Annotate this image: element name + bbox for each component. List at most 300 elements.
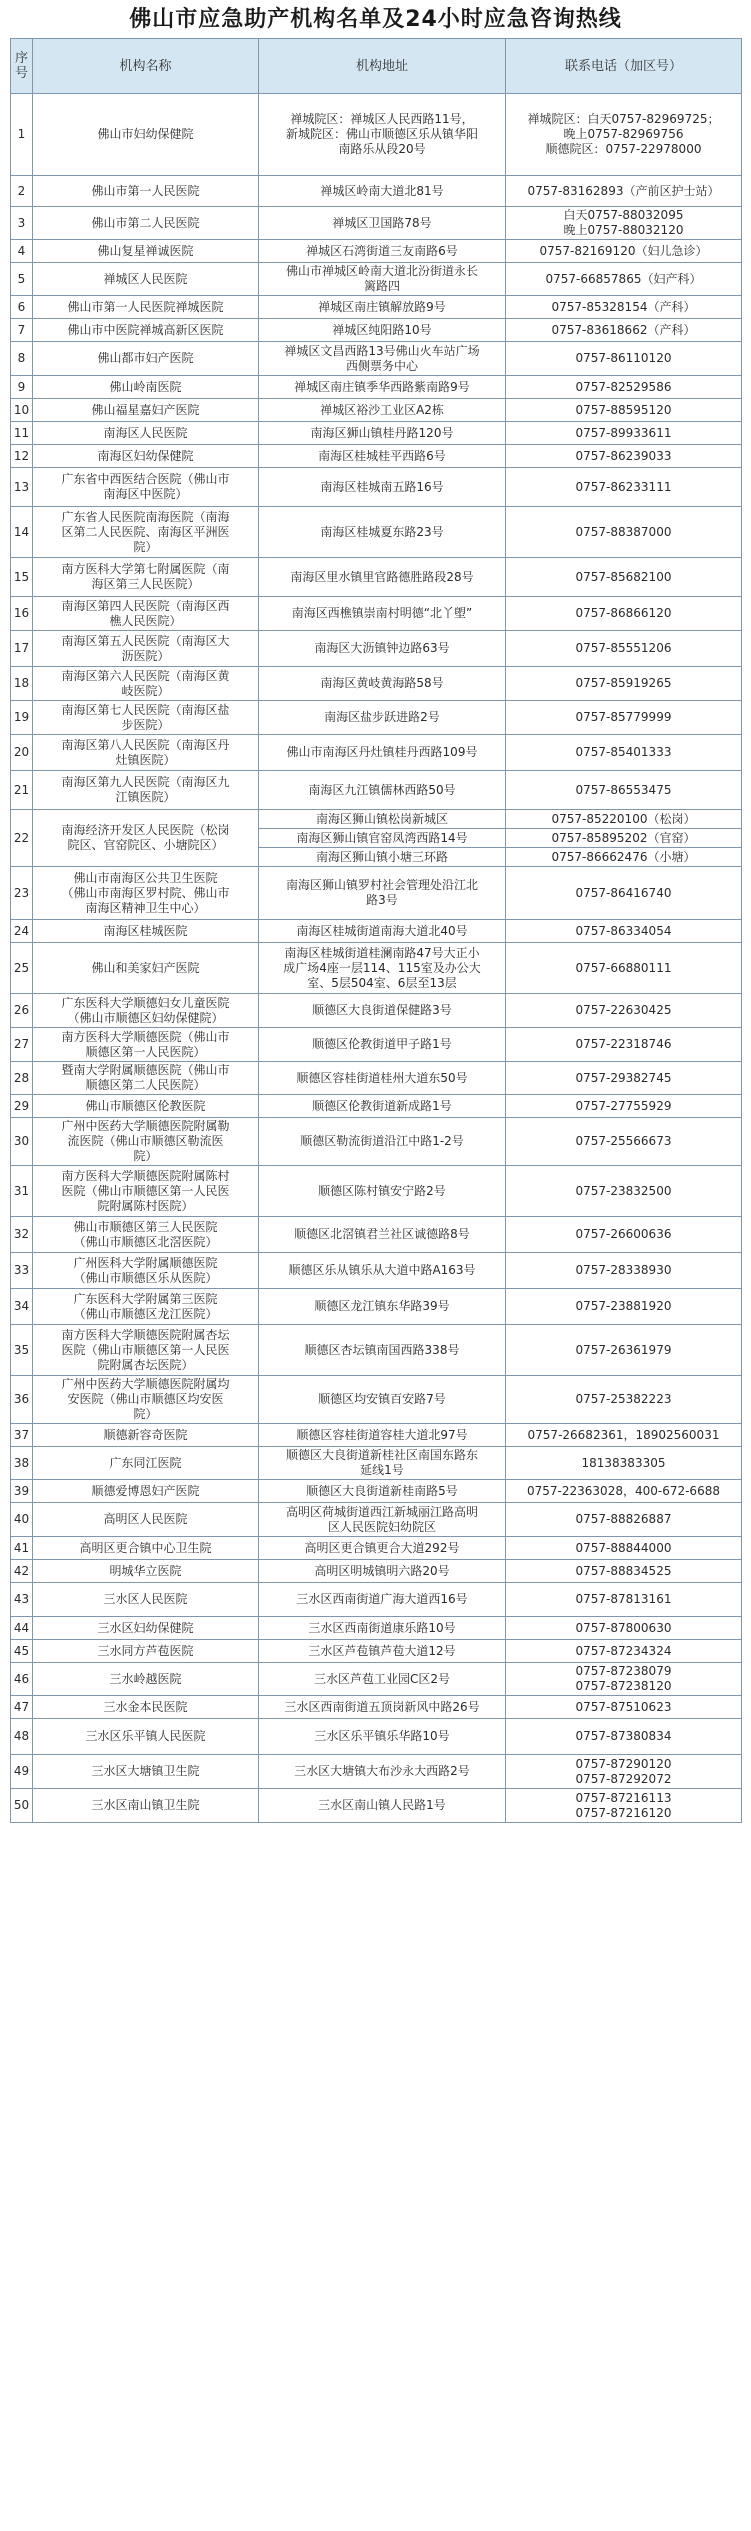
institution-name bbox=[33, 263, 259, 296]
table-row bbox=[11, 422, 742, 445]
table-row bbox=[11, 1755, 742, 1789]
name-line: 广州医科大学附属顺德医院 bbox=[73, 1255, 218, 1270]
address-line: 佛山市南海区丹灶镇桂丹西路109号 bbox=[286, 745, 478, 759]
table-row bbox=[11, 445, 742, 468]
name-line: 南海经济开发区人民医院（松岗 bbox=[61, 823, 230, 837]
phone-line: 晚上0757-82969756 bbox=[563, 127, 684, 141]
row-number: 6 bbox=[11, 296, 33, 319]
table-row bbox=[11, 667, 742, 701]
name-line: 南海区第四人民医院（南海区西 bbox=[61, 598, 230, 613]
name-line: （佛山市顺德区北滘医院） bbox=[73, 1234, 218, 1249]
institution-name bbox=[33, 1503, 259, 1537]
institution-address bbox=[259, 735, 506, 771]
table-row bbox=[11, 207, 742, 240]
name-line: （佛山市南海区罗村院、佛山市 bbox=[61, 885, 230, 900]
name-line: 三水区妇幼保健院 bbox=[97, 1620, 194, 1635]
name-line: 区第二人民医院、南海区平洲医 bbox=[61, 524, 230, 539]
table-row bbox=[11, 1640, 742, 1663]
institution-phone: 0757-85220100（松岗） bbox=[506, 810, 742, 829]
row-number: 36 bbox=[11, 1376, 33, 1424]
institution-phone bbox=[506, 1696, 742, 1719]
institution-phone bbox=[506, 867, 742, 920]
table-row bbox=[11, 1583, 742, 1617]
row-number: 33 bbox=[11, 1253, 33, 1289]
institution-address bbox=[259, 943, 506, 994]
table-row bbox=[11, 1696, 742, 1719]
institution-name bbox=[33, 1376, 259, 1424]
institution-phone bbox=[506, 1095, 742, 1118]
address-line: 佛山市禅城区岭南大道北汾街道永长 bbox=[285, 264, 478, 278]
phone-line: 白天0757-88032095 bbox=[563, 208, 684, 222]
institution-name bbox=[33, 1325, 259, 1376]
institution-address bbox=[259, 296, 506, 319]
institution-name bbox=[33, 1537, 259, 1560]
phone-line: 晚上0757-88032120 bbox=[563, 223, 684, 237]
address-line: 南海区桂城南五路16号 bbox=[320, 479, 444, 494]
institution-name bbox=[33, 319, 259, 342]
name-line: 广东省中西医结合医院（佛山市 bbox=[61, 472, 230, 486]
phone-line: 0757-87510623 bbox=[575, 1699, 672, 1714]
name-line: 佛山市第一人民医院禅城医院 bbox=[67, 299, 224, 314]
name-line: 广东医科大学附属第三医院 bbox=[73, 1291, 218, 1306]
row-number: 25 bbox=[11, 943, 33, 994]
phone-line: 0757-85779999 bbox=[575, 710, 672, 724]
institution-address bbox=[259, 1755, 506, 1789]
name-line: 院） bbox=[133, 1149, 158, 1163]
table-row bbox=[11, 1028, 742, 1062]
phone-line: 0757-87216113 bbox=[575, 1790, 672, 1805]
row-number: 8 bbox=[11, 342, 33, 376]
address-line: 禅城区文昌西路13号佛山火车站广场 bbox=[284, 343, 480, 358]
phone-line: 0757-25382223 bbox=[575, 1392, 672, 1406]
name-line: 南方医科大学顺德医院附属杏坛 bbox=[61, 1327, 230, 1342]
institution-name bbox=[33, 296, 259, 319]
table-row bbox=[11, 399, 742, 422]
institution-phone bbox=[506, 1755, 742, 1789]
address-line: 顺德区大良街道保健路3号 bbox=[312, 1003, 452, 1017]
institution-phone bbox=[506, 597, 742, 631]
row-number: 31 bbox=[11, 1166, 33, 1217]
address-line: 区人民医院妇幼院区 bbox=[327, 1519, 436, 1534]
address-line: 顺德区容桂街道容桂大道北97号 bbox=[296, 1427, 468, 1442]
institution-name bbox=[33, 667, 259, 701]
row-number: 46 bbox=[11, 1663, 33, 1696]
institution-address bbox=[259, 1447, 506, 1480]
institution-name bbox=[33, 735, 259, 771]
phone-line: 0757-89933611 bbox=[575, 425, 672, 440]
address-line: 禅城区南庄镇解放路9号 bbox=[318, 299, 446, 314]
name-line: 三水区南山镇卫生院 bbox=[91, 1798, 200, 1812]
institution-phone bbox=[506, 445, 742, 468]
address-line: 南海区桂城街道桂澜南路47号大正小 bbox=[284, 945, 480, 960]
phone-line: 0757-23832500 bbox=[575, 1183, 672, 1198]
address-line: 三水区西南街道康乐路10号 bbox=[308, 1620, 456, 1635]
name-line: 佛山市顺德区伦教医院 bbox=[85, 1098, 206, 1113]
phone-line: 0757-87238120 bbox=[575, 1679, 672, 1693]
table-row bbox=[11, 701, 742, 735]
institution-address bbox=[259, 94, 506, 176]
phone-line: 0757-85401333 bbox=[575, 745, 672, 759]
address-line: 顺德区伦教街道甲子路1号 bbox=[312, 1037, 452, 1051]
name-line: 院附属陈村医院） bbox=[97, 1198, 194, 1213]
row-number: 28 bbox=[11, 1062, 33, 1095]
phone-line: 0757-86334054 bbox=[575, 923, 672, 938]
table-header-row bbox=[11, 39, 742, 94]
phone-line: 0757-85328154（产科） bbox=[551, 299, 696, 314]
institution-name bbox=[33, 1640, 259, 1663]
institution-address bbox=[259, 1028, 506, 1062]
institution-address: 南海区狮山镇松岗新城区 bbox=[259, 810, 506, 829]
name-line: 南海区第七人民医院（南海区盐 bbox=[61, 702, 230, 717]
institution-address bbox=[259, 1376, 506, 1424]
phone-line: 0757-86866120 bbox=[575, 606, 672, 620]
institution-address bbox=[259, 422, 506, 445]
address-line: 三水区乐平镇乐华路10号 bbox=[314, 1729, 450, 1743]
phone-line: 0757-86553475 bbox=[575, 782, 672, 797]
phone-line: 0757-88826887 bbox=[575, 1512, 672, 1526]
row-number: 11 bbox=[11, 422, 33, 445]
name-line: 佛山市妇幼保健院 bbox=[97, 127, 194, 141]
row-number: 27 bbox=[11, 1028, 33, 1062]
phone-line: 0757-85682100 bbox=[575, 569, 672, 584]
institution-name bbox=[33, 1583, 259, 1617]
institution-address bbox=[259, 445, 506, 468]
institution-name bbox=[33, 1719, 259, 1755]
address-line: 顺德区伦教街道新成路1号 bbox=[312, 1098, 452, 1113]
address-line: 禅城院区：禅城区人民西路11号， bbox=[290, 112, 474, 126]
address-line: 南海区桂城桂平西路6号 bbox=[318, 448, 446, 463]
row-number: 21 bbox=[11, 771, 33, 810]
institution-address bbox=[259, 507, 506, 558]
name-line: 高明区更合镇中心卫生院 bbox=[79, 1540, 212, 1555]
institution-address bbox=[259, 1696, 506, 1719]
address-line: 顺德区勒流街道沿江中路1-2号 bbox=[300, 1134, 464, 1148]
institution-address bbox=[259, 342, 506, 376]
institution-name bbox=[33, 920, 259, 943]
institution-name bbox=[33, 1663, 259, 1696]
table-row bbox=[11, 1537, 742, 1560]
row-number: 47 bbox=[11, 1696, 33, 1719]
institution-name bbox=[33, 1447, 259, 1480]
phone-line: 0757-66880111 bbox=[575, 960, 672, 975]
phone-line: 0757-88834525 bbox=[575, 1563, 672, 1578]
name-line: 樵人民医院） bbox=[109, 613, 182, 628]
table-row bbox=[11, 943, 742, 994]
institution-phone bbox=[506, 667, 742, 701]
institution-name bbox=[33, 631, 259, 667]
table-row bbox=[11, 1424, 742, 1447]
table-row bbox=[11, 631, 742, 667]
address-line: 禅城区岭南大道北81号 bbox=[320, 183, 444, 198]
address-line: 延线1号 bbox=[360, 1463, 404, 1477]
institution-address bbox=[259, 263, 506, 296]
phone-line: 0757-82169120（妇儿急诊） bbox=[539, 243, 708, 258]
phone-line: 18138383305 bbox=[581, 1455, 666, 1470]
institution-phone bbox=[506, 1118, 742, 1166]
institution-address bbox=[259, 1253, 506, 1289]
address-line: 新城院区：佛山市顺德区乐从镇华阳 bbox=[285, 127, 478, 141]
phone-line: 0757-66857865（妇产科） bbox=[545, 271, 702, 286]
institution-address bbox=[259, 1118, 506, 1166]
address-line: 高明区荷城街道西江新城丽江路高明 bbox=[285, 1504, 478, 1519]
address-line: 三水区芦苞镇芦苞大道12号 bbox=[308, 1643, 456, 1658]
institution-name bbox=[33, 1253, 259, 1289]
institution-name bbox=[33, 94, 259, 176]
table-row bbox=[11, 1217, 742, 1253]
table-row bbox=[11, 507, 742, 558]
table-row bbox=[11, 597, 742, 631]
row-number: 15 bbox=[11, 558, 33, 597]
name-line: 高明区人民医院 bbox=[103, 1512, 188, 1526]
name-line: 广东医科大学顺德妇女儿童医院 bbox=[61, 995, 230, 1010]
institution-phone bbox=[506, 1166, 742, 1217]
address-line: 南海区里水镇里官路德胜路段28号 bbox=[290, 569, 474, 584]
name-line: 三水区人民医院 bbox=[103, 1592, 188, 1606]
address-line: 篱路四 bbox=[363, 279, 400, 293]
name-line: 佛山市中医院禅城高新区医院 bbox=[67, 322, 224, 337]
institution-phone bbox=[506, 943, 742, 994]
table-row bbox=[11, 263, 742, 296]
table-row bbox=[11, 240, 742, 263]
name-line: 佛山福星嘉妇产医院 bbox=[91, 402, 200, 417]
name-line: 医院（佛山市顺德区第一人民医 bbox=[61, 1183, 230, 1198]
table-row bbox=[11, 1166, 742, 1217]
name-line: 南海区第八人民医院（南海区丹 bbox=[61, 737, 230, 752]
institution-phone bbox=[506, 1325, 742, 1376]
name-line: 佛山都市妇产医院 bbox=[97, 351, 194, 365]
institution-phone bbox=[506, 1719, 742, 1755]
table-row bbox=[11, 1617, 742, 1640]
row-number: 38 bbox=[11, 1447, 33, 1480]
phone-line: 顺德院区：0757-22978000 bbox=[545, 142, 702, 156]
institution-phone: 0757-86662476（小塘） bbox=[506, 848, 742, 867]
name-line: 禅城区人民医院 bbox=[103, 271, 188, 286]
phone-line: 0757-88844000 bbox=[575, 1540, 672, 1555]
phone-line: 0757-28338930 bbox=[575, 1263, 672, 1277]
institution-phone bbox=[506, 631, 742, 667]
name-line: 南海区人民医院 bbox=[103, 425, 188, 440]
address-line: 顺德区容桂街道桂州大道东50号 bbox=[296, 1070, 468, 1085]
institution-address bbox=[259, 1325, 506, 1376]
name-line: 流医院（佛山市顺德区勒流医 bbox=[67, 1134, 224, 1148]
institution-address bbox=[259, 1217, 506, 1253]
institution-address bbox=[259, 667, 506, 701]
table-row bbox=[11, 1095, 742, 1118]
name-line: 明城华立医院 bbox=[109, 1563, 182, 1578]
name-line: 三水金本民医院 bbox=[103, 1699, 188, 1714]
row-number: 48 bbox=[11, 1719, 33, 1755]
phone-line: 0757-87292072 bbox=[575, 1771, 672, 1786]
row-number: 32 bbox=[11, 1217, 33, 1253]
institution-address bbox=[259, 771, 506, 810]
institution-name bbox=[33, 701, 259, 735]
address-line: 高明区更合镇更合大道292号 bbox=[304, 1540, 460, 1555]
institution-name bbox=[33, 176, 259, 207]
address-line: 顺德区大良街道新桂社区南国东路东 bbox=[285, 1448, 478, 1462]
table-row bbox=[11, 735, 742, 771]
name-line: 暨南大学附属顺德医院（佛山市 bbox=[61, 1063, 230, 1077]
row-number: 4 bbox=[11, 240, 33, 263]
address-line: 禅城区纯阳路10号 bbox=[332, 322, 432, 337]
name-line: 三水区乐平镇人民医院 bbox=[85, 1729, 206, 1743]
name-line: 广东同江医院 bbox=[109, 1455, 182, 1470]
name-line: 广州中医药大学顺德医院附属勒 bbox=[61, 1119, 230, 1133]
header-no: 序号 bbox=[11, 39, 33, 94]
institution-address bbox=[259, 1537, 506, 1560]
table-row bbox=[11, 342, 742, 376]
institution-phone bbox=[506, 701, 742, 735]
name-line: 院附属杏坛医院） bbox=[97, 1357, 194, 1372]
institution-address bbox=[259, 1640, 506, 1663]
institution-phone bbox=[506, 1789, 742, 1823]
name-line: 南海区第五人民医院（南海区大 bbox=[61, 633, 230, 648]
institution-name bbox=[33, 810, 259, 867]
row-number: 9 bbox=[11, 376, 33, 399]
name-line: 灶镇医院） bbox=[115, 752, 176, 767]
name-line: 广东省人民医院南海医院（南海 bbox=[61, 509, 230, 524]
institution-phone bbox=[506, 1062, 742, 1095]
institution-name bbox=[33, 558, 259, 597]
institution-name bbox=[33, 994, 259, 1028]
institution-name bbox=[33, 1696, 259, 1719]
address-line: 顺德区杏坛镇南国西路338号 bbox=[304, 1342, 460, 1357]
row-number: 20 bbox=[11, 735, 33, 771]
name-line: 院） bbox=[133, 539, 158, 554]
address-line: 三水区西南街道广海大道西16号 bbox=[296, 1592, 468, 1606]
phone-line: 0757-22630425 bbox=[575, 1003, 672, 1017]
name-line: 佛山和美家妇产医院 bbox=[91, 960, 200, 975]
row-number: 5 bbox=[11, 263, 33, 296]
institution-phone bbox=[506, 507, 742, 558]
row-number: 26 bbox=[11, 994, 33, 1028]
institution-phone bbox=[506, 422, 742, 445]
table-body bbox=[11, 94, 742, 1823]
row-number: 40 bbox=[11, 1503, 33, 1537]
address-line: 顺德区龙江镇东华路39号 bbox=[314, 1299, 450, 1313]
phone-line: 0757-87290120 bbox=[575, 1756, 672, 1771]
institution-address bbox=[259, 558, 506, 597]
table-row bbox=[11, 920, 742, 943]
table-row bbox=[11, 1663, 742, 1696]
row-number: 29 bbox=[11, 1095, 33, 1118]
phone-line: 0757-26682361，18902560031 bbox=[527, 1427, 720, 1442]
row-number: 17 bbox=[11, 631, 33, 667]
name-line: 三水区大塘镇卫生院 bbox=[91, 1764, 200, 1778]
name-line: 佛山市第一人民医院 bbox=[91, 183, 200, 198]
institution-address bbox=[259, 1719, 506, 1755]
name-line: 南海区第六人民医院（南海区黄 bbox=[61, 668, 230, 683]
table-row bbox=[11, 94, 742, 176]
institution-phone bbox=[506, 1289, 742, 1325]
institution-phone bbox=[506, 94, 742, 176]
address-line: 顺德区大良街道新桂南路5号 bbox=[306, 1483, 458, 1498]
institution-address bbox=[259, 376, 506, 399]
institution-phone bbox=[506, 1376, 742, 1424]
table-row bbox=[11, 319, 742, 342]
table-row bbox=[11, 1480, 742, 1503]
name-line: 南海区桂城医院 bbox=[103, 923, 188, 938]
name-line: 三水岭越医院 bbox=[109, 1671, 182, 1686]
row-number: 45 bbox=[11, 1640, 33, 1663]
row-number: 1 bbox=[11, 94, 33, 176]
institution-phone bbox=[506, 1560, 742, 1583]
table-row bbox=[11, 1253, 742, 1289]
phone-line: 0757-27755929 bbox=[575, 1098, 672, 1113]
institution-name bbox=[33, 1424, 259, 1447]
table-row bbox=[11, 376, 742, 399]
phone-line: 0757-88387000 bbox=[575, 524, 672, 539]
address-line: 禅城区裕沙工业区A2栋 bbox=[320, 402, 444, 417]
phone-line: 0757-83162893（产前区护士站） bbox=[527, 183, 720, 198]
institution-address bbox=[259, 1095, 506, 1118]
phone-line: 0757-88595120 bbox=[575, 402, 672, 417]
header-phone: 联系电话（加区号） bbox=[506, 39, 742, 94]
address-line: 三水区芦苞工业园C区2号 bbox=[313, 1671, 450, 1686]
name-line: 顺德新容奇医院 bbox=[103, 1427, 188, 1442]
name-line: 海区第三人民医院） bbox=[91, 577, 200, 591]
name-line: 佛山岭南医院 bbox=[109, 379, 182, 394]
row-number: 49 bbox=[11, 1755, 33, 1789]
row-number: 41 bbox=[11, 1537, 33, 1560]
address-line: 顺德区乐从镇乐从大道中路A163号 bbox=[288, 1263, 476, 1277]
institution-address bbox=[259, 319, 506, 342]
institution-phone bbox=[506, 240, 742, 263]
name-line: 广州中医药大学顺德医院附属均 bbox=[61, 1377, 230, 1391]
address-line: 南海区盐步跃进路2号 bbox=[324, 710, 440, 724]
institution-phone bbox=[506, 399, 742, 422]
name-line: 顺德爱博恩妇产医院 bbox=[91, 1483, 200, 1498]
institution-table bbox=[10, 38, 742, 1823]
institution-address bbox=[259, 1289, 506, 1325]
table-row bbox=[11, 771, 742, 810]
name-line: 步医院） bbox=[121, 717, 170, 732]
institution-name bbox=[33, 1118, 259, 1166]
institution-address bbox=[259, 207, 506, 240]
phone-line: 0757-26600636 bbox=[575, 1227, 672, 1241]
institution-name bbox=[33, 376, 259, 399]
institution-name bbox=[33, 943, 259, 994]
name-line: 南方医科大学顺德医院（佛山市 bbox=[61, 1029, 230, 1044]
institution-name bbox=[33, 771, 259, 810]
address-line: 南海区桂城街道南海大道北40号 bbox=[296, 923, 468, 938]
institution-name bbox=[33, 342, 259, 376]
name-line: （佛山市顺德区乐从医院） bbox=[73, 1270, 218, 1285]
institution-name bbox=[33, 1062, 259, 1095]
table-row bbox=[11, 1503, 742, 1537]
page-title: 佛山市应急助产机构名单及24小时应急咨询热线 bbox=[129, 7, 622, 32]
institution-name bbox=[33, 1217, 259, 1253]
row-number: 19 bbox=[11, 701, 33, 735]
name-line: （佛山市顺德区龙江医院） bbox=[73, 1306, 218, 1321]
phone-line: 0757-85551206 bbox=[575, 641, 672, 655]
name-line: 江镇医院） bbox=[115, 790, 176, 804]
institution-address bbox=[259, 1480, 506, 1503]
address-line: 南海区西樵镇崇南村明德“北丫塱” bbox=[291, 606, 473, 620]
address-line: 南路乐从段20号 bbox=[338, 142, 426, 156]
phone-line: 0757-29382745 bbox=[575, 1070, 672, 1085]
table-row bbox=[11, 1118, 742, 1166]
row-number: 3 bbox=[11, 207, 33, 240]
institution-name bbox=[33, 507, 259, 558]
institution-address bbox=[259, 399, 506, 422]
institution-phone bbox=[506, 771, 742, 810]
address-line: 三水区南山镇人民路1号 bbox=[318, 1798, 446, 1812]
table-row bbox=[11, 1560, 742, 1583]
phone-line: 0757-22363028，400-672-6688 bbox=[527, 1483, 720, 1498]
institution-phone bbox=[506, 1537, 742, 1560]
header-address: 机构地址 bbox=[259, 39, 506, 94]
name-line: 佛山市南海区公共卫生医院 bbox=[73, 870, 218, 885]
